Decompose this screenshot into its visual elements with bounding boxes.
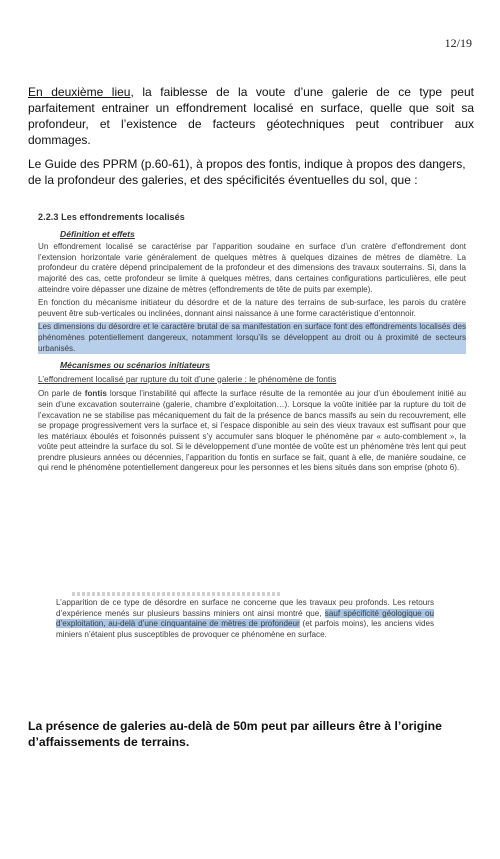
excerpt2-pre: L’apparition de ce type de désordre en surface ne concerne que les travaux peu profonds. Les retours d’expérience menés sur plusieurs bassins miniers ont ainsi montré que, (56, 598, 434, 618)
guide-intro-paragraph: Le Guide des PPRM (p.60-61), à propos des fontis, indique à propos des dangers, de la profondeur des galeries, et des spécificités éventuelles du sol, que : (28, 157, 466, 187)
scanned-excerpt-2 (56, 598, 434, 640)
excerpt-subtitle-definition: Définition et effets (60, 228, 135, 239)
excerpt-p4-bold: fontis (84, 389, 107, 399)
intro-body: , la faiblesse de la voute d’une galerie de ce type peut parfaitement entrainer un effondrement localisé en surface, quelle que soit sa profondeur, et l’existence de facteurs géotechniques peut contribuer aux dommages. (28, 85, 474, 147)
cut-caption-remnant (72, 592, 282, 596)
excerpt2-post: (et parfois moins), les anciens vides miniers n’étaient plus susceptibles de provoquer ce phénomène en surface. (56, 619, 434, 639)
excerpt-fontis-heading: L’effondrement localisé par rupture du toit d’une galerie : le phénomène de fontis (38, 373, 337, 384)
excerpt2-highlight: sauf spécificité géologique ou d’exploitation, au-delà d’une cinquantaine de mètres de profondeur (56, 608, 434, 629)
intro-paragraph (28, 84, 474, 148)
conclusion-paragraph: La présence de galeries au-delà de 50m peut par ailleurs être à l’origine d’affaissements de terrains. (28, 719, 442, 749)
excerpt-paragraph-3-highlighted: Les dimensions du désordre et le caractère brutal de sa manifestation en surface font des effondrements localisés des phénomènes potentiellement dangereux, notamment lorsqu’ils se développent au droit ou à proximité de secteurs urbanisés. (38, 322, 466, 353)
excerpt-p4-pre: On parle de (38, 389, 85, 399)
intro-lead: En deuxième lieu (28, 85, 131, 99)
excerpt-p4-post: lorsque l’instabilité qui affecte la surface résulte de la remontée au jour d’un éboulement initié au sein d’une excavation souterraine (galerie, chambre d’exploitation…). Lorsque la voûte initiée par la rupture du toit de l’excavation ne se stabilise pas mécaniquement du fait de la présence de bancs massifs au sein du recouvrement, elle se propage progressivement vers la surface et, si l’espace disponible au sein des vieux travaux est suffisant pour que les matériaux éboulés et foisonnés puissent s’y accumuler sans bloquer le phénomène par « auto-comblement », la voûte peut atteindre la surface du sol. Si le développement d’une montée de voûte est un phénomène très lent qui peut prendre plusieurs années ou décennies, l’apparition du fontis en surface se fait, quant à elle, de manière soudaine, ce qui rend le phénomène potentiellement dangereux pour les personnes et les biens situés dans son emprise (photo 6). (38, 389, 466, 473)
excerpt-section-title: 2.2.3 Les effondrements localisés (38, 212, 185, 222)
page-number: 12/19 (444, 36, 472, 50)
excerpt-paragraph-2: En fonction du mécanisme initiateur du désordre et de la nature des terrains de sub-surface, les parois du cratère peuvent être sub-verticales ou inclinées, donnant ainsi naissance à une forme caractéristique d’entonnoir. (38, 298, 466, 318)
scanned-excerpt (38, 208, 466, 477)
excerpt2-paragraph (56, 598, 434, 640)
excerpt-paragraph-4 (38, 389, 466, 474)
excerpt-paragraph-1: Un effondrement localisé se caractérise par l’apparition soudaine en surface d’un cratère d’effondrement dont l’extension horizontale varie généralement de quelques mètres à quelques dizaines de mètres de diamètre. La profondeur du cratère dépend principalement de la profondeur et des dimensions des travaux souterrains. Si, dans la majorité des cas, cette profondeur se limite à quelques mètres, dans certaines configurations particulières, elle peut atteindre voire dépasser une dizaine de mètres (effondrements de tête de puits par exemple). (38, 242, 466, 294)
excerpt-subtitle-mechanisms: Mécanismes ou scénarios initiateurs (60, 360, 210, 371)
